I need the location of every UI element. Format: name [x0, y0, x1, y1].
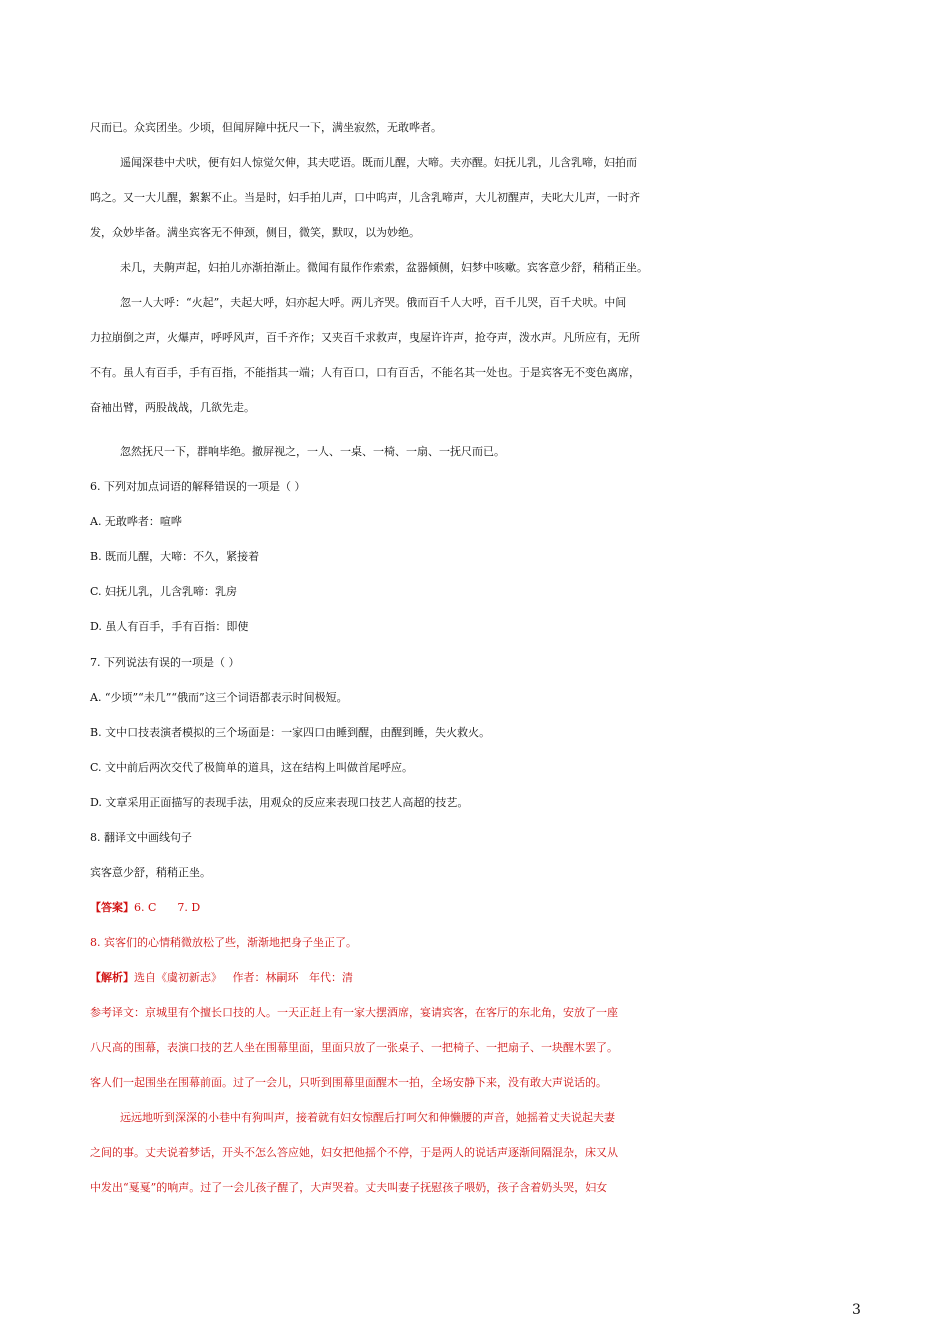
analysis-source: 选自《虞初新志》 作者：林嗣环 年代：清: [134, 971, 353, 984]
passage-line: 遥闻深巷中犬吠，便有妇人惊觉欠伸，其夫呓语。既而儿醒，大啼。夫亦醒。妇抚儿乳，儿含乳啼，妇拍而: [120, 156, 637, 169]
page-number: 3: [852, 1302, 861, 1318]
passage-line: 忽一人大呼：“火起”，夫起大呼，妇亦起大呼。两儿齐哭。俄而百千人大呼，百千儿哭，百千犬吠。中间: [120, 296, 627, 309]
answer-line-2: 8. 宾客们的心情稍微放松了些，渐渐地把身子坐正了。: [90, 936, 357, 949]
question-7-option-d: D. 文章采用正面描写的表现手法，用观众的反应来表现口技艺人高超的技艺。: [90, 796, 469, 809]
question-8-sentence: 宾客意少舒，稍稍正坐。: [90, 866, 211, 879]
question-7-option-b: B. 文中口技表演者模拟的三个场面是：一家四口由睡到醒，由醒到睡，失火救火。: [90, 726, 491, 739]
question-7-stem: 7. 下列说法有误的一项是（ ）: [90, 656, 240, 669]
passage-line: 发，众妙毕备。满坐宾客无不伸颈，侧目，微笑，默叹，以为妙绝。: [90, 226, 420, 239]
passage-line: 呜之。又一大儿醒，絮絮不止。当是时，妇手拍儿声，口中呜声，儿含乳啼声，大儿初醒声，夫叱大儿声，一时齐: [90, 191, 640, 204]
translation-line: 客人们一起围坐在围幕前面。过了一会儿，只听到围幕里面醒木一拍，全场安静下来，没有敢大声说话的。: [90, 1076, 607, 1089]
passage-line: 尺而已。众宾团坐。少顷，但闻屏障中抚尺一下，满坐寂然，无敢哗者。: [90, 121, 442, 134]
answer-line: [90, 898, 870, 918]
passage-line: 忽然抚尺一下，群响毕绝。撤屏视之，一人、一桌、一椅、一扇、一抚尺而已。: [120, 445, 505, 458]
passage-line: 不有。虽人有百手，手有百指，不能指其一端；人有百口，口有百舌，不能名其一处也。于是宾客无不变色离席，: [90, 366, 640, 379]
translation-line: 远远地听到深深的小巷中有狗叫声，接着就有妇女惊醒后打呵欠和伸懒腰的声音，她摇着丈夫说起夫妻: [120, 1111, 615, 1124]
passage-line: 奋袖出臂，两股战战，几欲先走。: [90, 401, 255, 414]
question-7-option-a: A. “少顷”“未几”“俄而”这三个词语都表示时间极短。: [90, 691, 348, 704]
question-6-option-b: B. 既而儿醒，大啼：不久，紧接着: [90, 550, 260, 563]
question-7-option-c: C. 文中前后两次交代了极简单的道具，这在结构上叫做首尾呼应。: [90, 761, 414, 774]
passage-line: 力拉崩倒之声，火爆声，呼呼风声，百千齐作；又夹百千求救声，曳屋许许声，抢夺声，泼水声。凡所应有，无所: [90, 331, 640, 344]
passage-line: 未几，夫齁声起，妇拍儿亦渐拍渐止。微闻有鼠作作索索，盆器倾侧，妇梦中咳嗽。宾客意少舒，稍稍正坐。: [120, 261, 648, 274]
translation-line: 八尺高的围幕，表演口技的艺人坐在围幕里面，里面只放了一张桌子、一把椅子、一把扇子、一块醒木罢了。: [90, 1041, 618, 1054]
answer-tag: 【答案】: [90, 901, 134, 914]
question-6-option-d: D. 虽人有百手，手有百指：即使: [90, 620, 249, 633]
answer-text: 6. C 7. D: [134, 901, 201, 914]
analysis-line: [90, 968, 870, 988]
question-6-stem: 6. 下列对加点词语的解释错误的一项是（ ）: [90, 480, 306, 493]
translation-line: 中发出“戛戛”的响声。过了一会儿孩子醒了，大声哭着。丈夫叫妻子抚慰孩子喂奶，孩子含着奶头哭，妇女: [90, 1181, 608, 1194]
question-6-option-a: A. 无敢哗者：喧哗: [90, 515, 182, 528]
translation-line: 之间的事。丈夫说着梦话，开头不怎么答应她，妇女把他摇个不停，于是两人的说话声逐渐间隔混杂，床又从: [90, 1146, 618, 1159]
translation-line: 参考译文：京城里有个擅长口技的人。一天正赶上有一家大摆酒席，宴请宾客，在客厅的东北角，安放了一座: [90, 1006, 618, 1019]
question-6-option-c: C. 妇抚儿乳，儿含乳啼：乳房: [90, 585, 238, 598]
question-8-stem: 8. 翻译文中画线句子: [90, 831, 192, 844]
analysis-tag: 【解析】: [90, 971, 134, 984]
